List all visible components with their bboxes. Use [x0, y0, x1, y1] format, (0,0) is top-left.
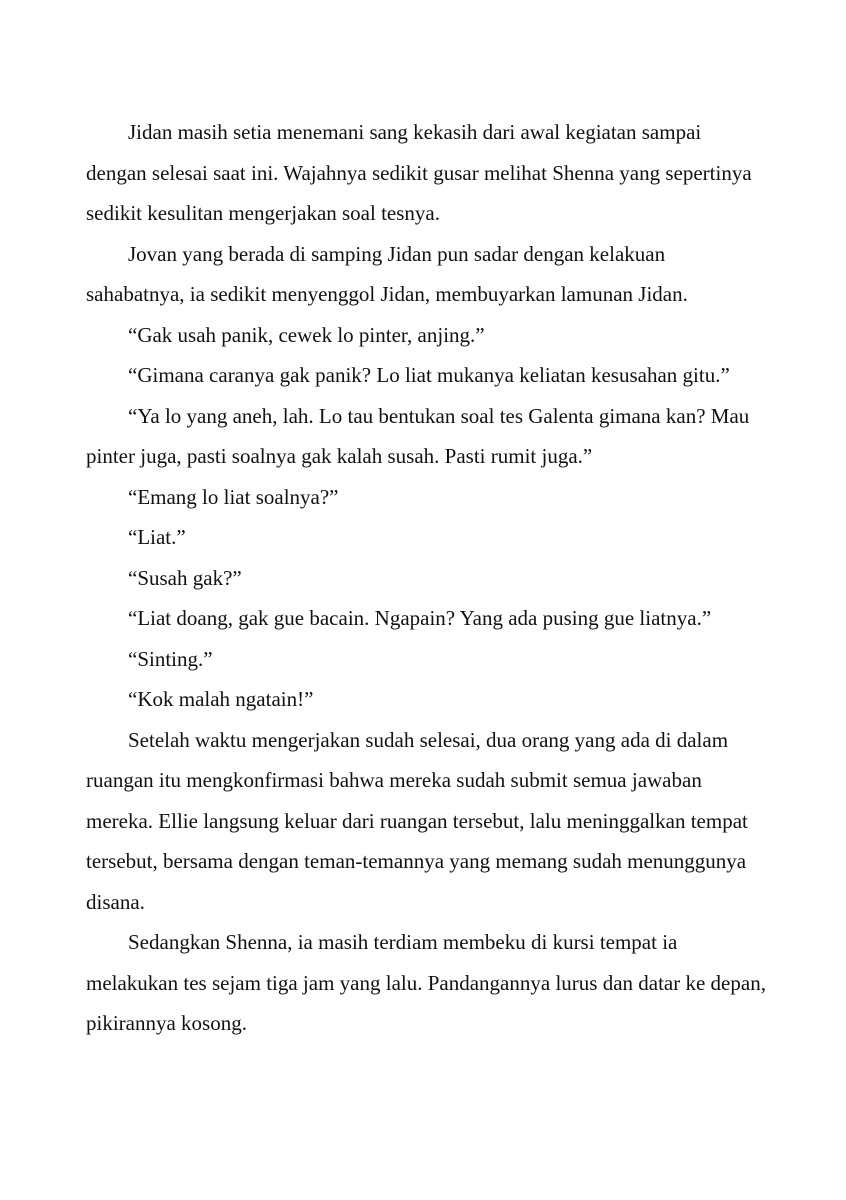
paragraph: Jidan masih setia menemani sang kekasih dari awal kegiatan sampai dengan selesai saat ini. Wajahnya sedikit gusar melihat Shenna yang sepertinya sedikit kesulitan mengerjakan soal tesnya.	[86, 120, 752, 225]
dialogue-line: “Ya lo yang aneh, lah. Lo tau bentukan soal tes Galenta gimana kan? Mau pinter juga, pasti soalnya gak kalah susah. Pasti rumit juga.”	[86, 403, 750, 468]
document-body	[86, 112, 766, 1044]
dialogue-line: “Sinting.”	[128, 646, 213, 671]
dialogue-line: “Gak usah panik, cewek lo pinter, anjing.”	[128, 322, 485, 347]
paragraph: Jovan yang berada di samping Jidan pun sadar dengan kelakuan sahabatnya, ia sedikit menyenggol Jidan, membuyarkan lamunan Jidan.	[86, 241, 688, 306]
dialogue-line: “Susah gak?”	[128, 565, 242, 590]
dialogue-line: “Gimana caranya gak panik? Lo liat mukanya keliatan kesusahan gitu.”	[128, 363, 730, 387]
dialogue-line: “Liat.”	[128, 525, 186, 549]
dialogue-line: “Emang lo liat soalnya?”	[128, 484, 339, 509]
dialogue-line: “Kok malah ngatain!”	[128, 687, 314, 711]
paragraph: Setelah waktu mengerjakan sudah selesai, dua orang yang ada di dalam ruangan itu mengkonfirmasi bahwa mereka sudah submit semua jawaban mereka. Ellie langsung keluar dari ruangan tersebut, lalu meninggalkan tempat tersebut, bersama dengan teman-temannya yang memang sudah menunggunya disana.	[86, 727, 748, 914]
dialogue-line: “Liat doang, gak gue bacain. Ngapain? Yang ada pusing gue liatnya.”	[128, 606, 712, 630]
paragraph: Sedangkan Shenna, ia masih terdiam membeku di kursi tempat ia melakukan tes sejam tiga jam yang lalu. Pandangannya lurus dan datar ke depan, pikirannya kosong.	[86, 930, 766, 1035]
